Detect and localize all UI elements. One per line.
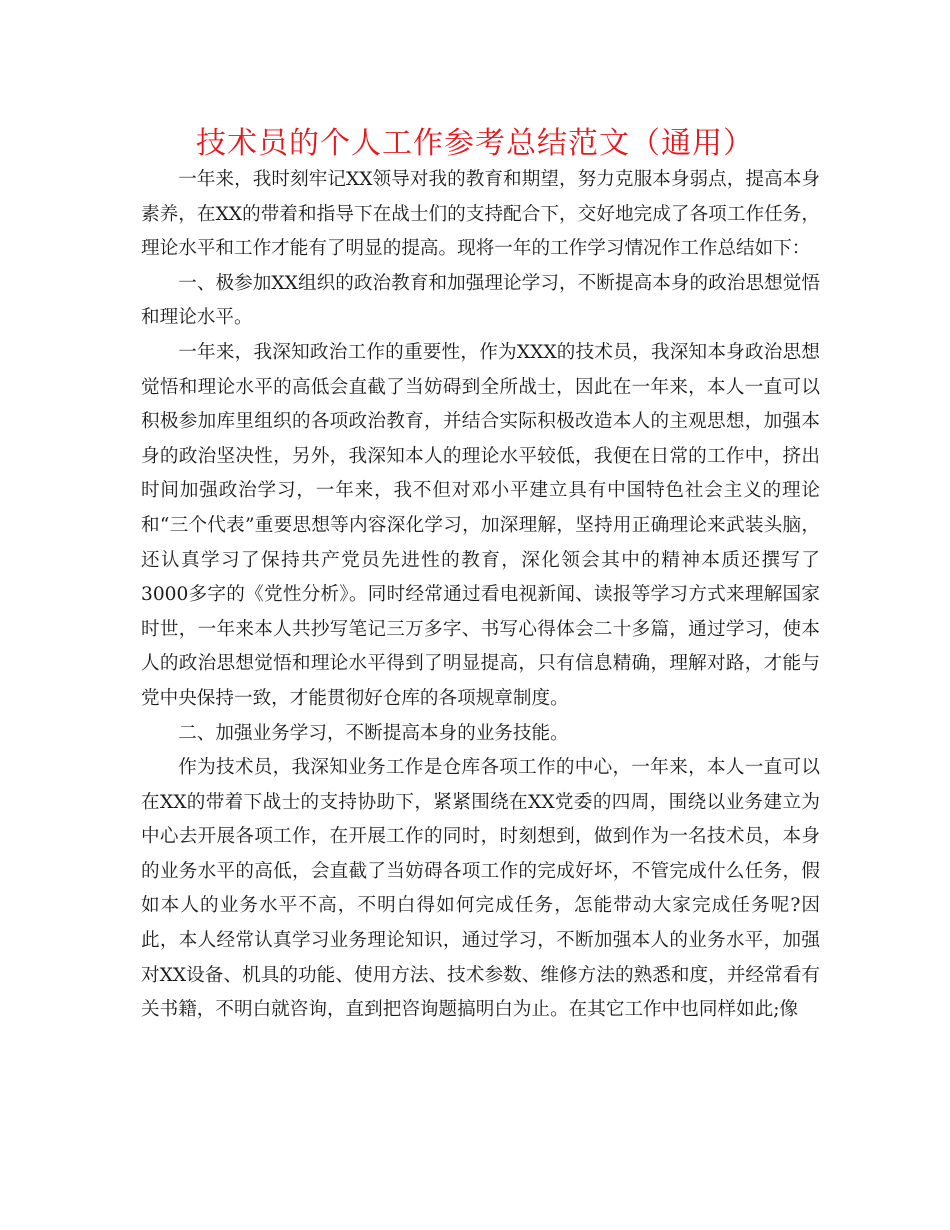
paragraph-intro: 一年来，我时刻牢记XX领导对我的教育和期望，努力克服本身弱点，提高本身素养，在XX的带着和指导下在战士们的支持配合下，交好地完成了各项工作任务，理论水平和工作才能有了明显的提高。现将一年的工作学习情况作工作总结如下： xyxy=(141,169,820,260)
section-heading-2: 二、加强业务学习，不断提高本身的业务技能。 xyxy=(178,722,569,744)
section-heading-1: 一、极参加XX组织的政治教育和加强理论学习，不断提高本身的政治思想觉悟和理论水平。 xyxy=(141,272,820,329)
document-title: 技术员的个人工作参考总结范文（通用） xyxy=(196,126,754,161)
paragraph-political-study: 一年来，我深知政治工作的重要性，作为XXX的技术员，我深知本身政治思想觉悟和理论水平的高低会直截了当妨碍到全所战士，因此在一年来，本人一直可以积极参加库里组织的各项政治教育，并结合实际积极改造本人的主观思想，加强本身的政治坚决性，另外，我深知本人的理论水平较低，我便在日常的工作中，挤出时间加强政治学习，一年来，我不但对邓小平建立具有中国特色社会主义的理论和“三个代表”重要思想等内容深化学习，加深理解，坚持用正确理论来武装头脑，还认真学习了保持共产党员先进性的教育，深化领会其中的精神本质还撰写了3000多字的《党性分析》。同时经常通过看电视新闻、读报等学习方式来理解国家时世，一年来本人共抄写笔记三万多字、书写心得体会二十多篇，通过学习，使本人的政治思想觉悟和理论水平得到了明显提高，只有信息精确，理解对路，才能与党中央保持一致，才能贯彻好仓库的各项规章制度。 xyxy=(141,341,820,709)
document-body xyxy=(141,163,820,1028)
paragraph-business-study: 作为技术员，我深知业务工作是仓库各项工作的中心，一年来，本人一直可以在XX的带着下战士的支持协助下，紧紧围绕在XX党委的四周，围绕以业务建立为中心去开展各项工作，在开展工作的同时，时刻想到，做到作为一名技术员，本身的业务水平的高低，会直截了当妨碍各项工作的完成好坏，不管完成什么任务，假如本人的业务水平不高，不明白得如何完成任务，怎能带动大家完成任务呢?因此，本人经常认真学习业务理论知识，通过学习，不断加强本人的业务水平，加强对XX设备、机具的功能、使用方法、技术参数、维修方法的熟悉和度，并经常看有关书籍，不明白就咨询，直到把咨询题搞明白为止。在其它工作中也同样如此;像 xyxy=(141,757,820,1021)
